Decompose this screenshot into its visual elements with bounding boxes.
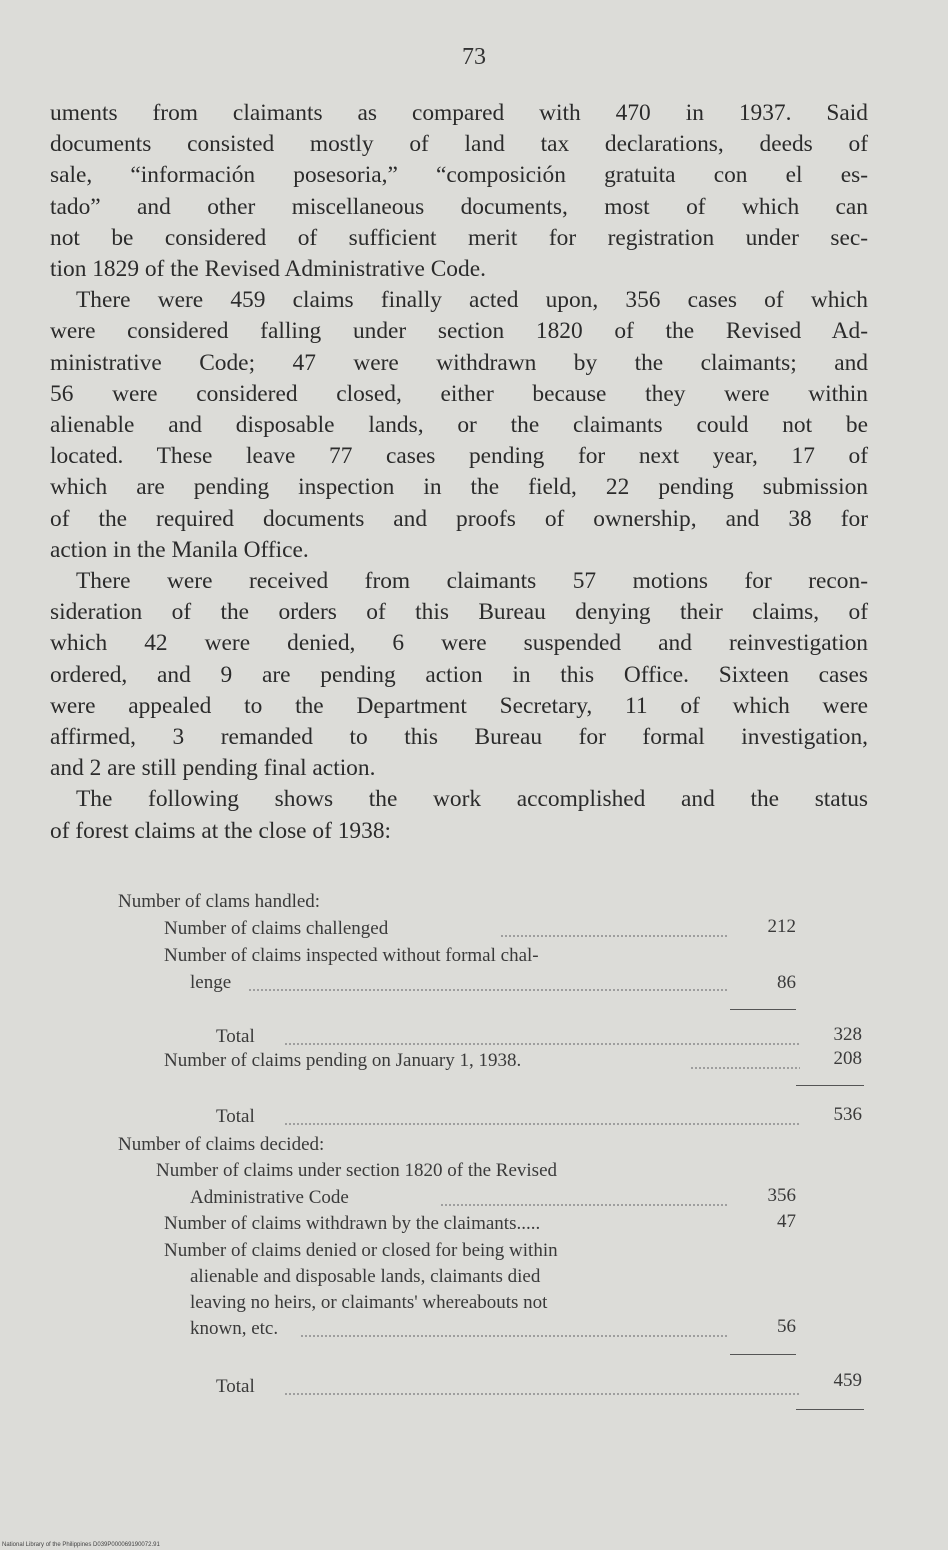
- leader-dots: [284, 1123, 800, 1125]
- text-line: were appealed to the Department Secretary, 11 of which were: [50, 692, 868, 719]
- text-line: tado” and other miscellaneous documents, most of which can: [50, 193, 868, 220]
- text-line: which 42 were denied, 6 were suspended and reinvestigation: [50, 630, 868, 657]
- challenged-value: 212: [767, 916, 796, 937]
- text-line: sale, “información posesoria,” “composición gratuita con el es-: [50, 162, 868, 189]
- page-number: 73: [462, 44, 486, 70]
- handled-heading: Number of clams handled:: [118, 891, 321, 912]
- text-line: ministrative Code; 47 were withdrawn by the claimants; and: [50, 349, 868, 376]
- text-line: of forest claims at the close of 1938:: [50, 817, 392, 844]
- denied-value: 56: [777, 1316, 796, 1337]
- text-line: sideration of the orders of this Bureau denying their claims, of: [50, 599, 868, 626]
- text-line: There were received from claimants 57 motions for recon-: [76, 568, 868, 595]
- total-value: 536: [833, 1104, 862, 1125]
- text-line: alienable and disposable lands, or the claimants could not be: [50, 412, 868, 439]
- withdrawn-value: 47: [777, 1211, 796, 1232]
- sum-rule: [796, 1409, 864, 1410]
- text-line: documents consisted mostly of land tax declarations, deeds of: [50, 131, 868, 158]
- text-line: tion 1829 of the Revised Administrative Code.: [50, 256, 486, 283]
- text-line: ordered, and 9 are pending action in this Office. Sixteen cases: [50, 661, 868, 688]
- text-line: which are pending inspection in the field, 22 pending submission: [50, 474, 868, 501]
- sum-rule: [730, 1009, 796, 1010]
- total-label: Total: [216, 1376, 255, 1397]
- sum-rule: [796, 1085, 864, 1086]
- inspected-label: Number of claims inspected without formal chal-: [164, 945, 539, 966]
- total-value: 459: [833, 1370, 862, 1391]
- text-line: action in the Manila Office.: [50, 536, 309, 563]
- withdrawn-label: Number of claims withdrawn by the claimants.....: [164, 1213, 541, 1234]
- leader-dots: [300, 1335, 728, 1337]
- leader-dots: [500, 935, 728, 937]
- decided-heading: Number of claims decided:: [118, 1134, 325, 1155]
- text-line: There were 459 claims finally acted upon, 356 cases of which: [76, 287, 868, 314]
- leader-dots: [248, 989, 728, 991]
- pending-label: Number of claims pending on January 1, 1938.: [164, 1050, 522, 1071]
- denied-label-cont: known, etc.: [190, 1318, 279, 1339]
- library-watermark: National Library of the Philippines D039P000069190072.91: [2, 1542, 160, 1548]
- inspected-value: 86: [777, 972, 796, 993]
- text-line: located. These leave 77 cases pending for next year, 17 of: [50, 443, 868, 470]
- text-line: affirmed, 3 remanded to this Bureau for formal investigation,: [50, 724, 868, 751]
- text-line: were considered falling under section 1820 of the Revised Ad-: [50, 318, 868, 345]
- denied-label-cont: leaving no heirs, or claimants' whereabouts not: [190, 1292, 548, 1313]
- text-line: uments from claimants as compared with 470 in 1937. Said: [50, 100, 868, 126]
- leader-dots: [440, 1204, 728, 1206]
- total-label: Total: [216, 1026, 255, 1047]
- section-label-cont: Administrative Code: [190, 1187, 349, 1208]
- denied-label-cont: alienable and disposable lands, claimants died: [190, 1266, 541, 1287]
- inspected-label-cont: lenge: [190, 972, 232, 993]
- text-line: not be considered of sufficient merit for registration under sec-: [50, 224, 868, 251]
- section-label: Number of claims under section 1820 of the Revised: [156, 1160, 558, 1181]
- challenged-label: Number of claims challenged: [164, 918, 389, 939]
- leader-dots: [284, 1043, 800, 1045]
- text-line: 56 were considered closed, either because they were within: [50, 380, 868, 407]
- denied-label: Number of claims denied or closed for being within: [164, 1240, 558, 1261]
- leader-dots: [284, 1393, 800, 1395]
- text-line: of the required documents and proofs of ownership, and 38 for: [50, 505, 868, 532]
- total-label: Total: [216, 1106, 255, 1127]
- pending-value: 208: [833, 1048, 862, 1069]
- text-line: The following shows the work accomplished and the status: [76, 786, 868, 813]
- sum-rule: [730, 1354, 796, 1355]
- total-value: 328: [833, 1024, 862, 1045]
- text-line: and 2 are still pending final action.: [50, 755, 376, 782]
- leader-dots: [690, 1067, 800, 1069]
- section-value: 356: [767, 1185, 796, 1206]
